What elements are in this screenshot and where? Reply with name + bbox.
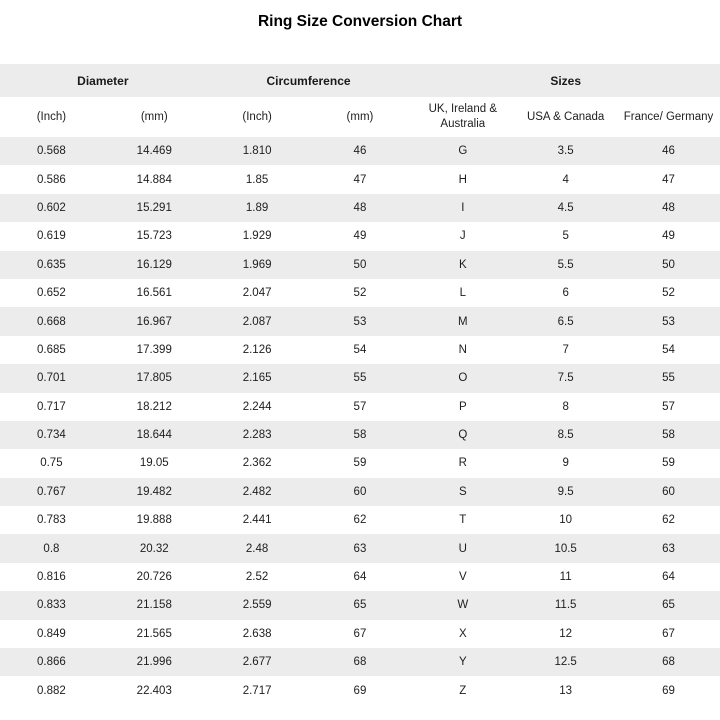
table-cell: T bbox=[459, 514, 467, 527]
table-row bbox=[0, 165, 720, 193]
table-cell: 14.884 bbox=[136, 173, 172, 186]
table-cell: 1.929 bbox=[242, 230, 272, 243]
table-cell: 0.635 bbox=[37, 258, 66, 271]
table-cell: 16.561 bbox=[136, 287, 172, 300]
table-row bbox=[0, 137, 720, 165]
table-cell: 68 bbox=[662, 656, 675, 669]
table-cell: 19.482 bbox=[136, 485, 172, 498]
table-cell: 7.5 bbox=[557, 372, 574, 385]
group-header-diameter: Diameter bbox=[0, 64, 206, 97]
table-row bbox=[0, 478, 720, 506]
table-cell: 49 bbox=[353, 230, 367, 243]
table-cell: 6.5 bbox=[557, 315, 574, 328]
table-cell: 69 bbox=[662, 684, 675, 697]
table-cell: 0.602 bbox=[37, 201, 66, 214]
table-cell: 53 bbox=[662, 315, 675, 328]
table-cell: N bbox=[458, 343, 467, 356]
col-header-france-germany: France/ Germany bbox=[617, 97, 720, 137]
table-cell: 47 bbox=[353, 173, 367, 186]
table-cell: 0.568 bbox=[37, 145, 66, 158]
table-cell: 2.362 bbox=[242, 457, 272, 470]
table-cell: 58 bbox=[353, 429, 367, 442]
table-cell: 0.668 bbox=[37, 315, 66, 328]
col-header-diameter-mm: (mm) bbox=[103, 97, 206, 137]
table-cell: 14.469 bbox=[136, 145, 172, 158]
table-cell: 63 bbox=[353, 542, 367, 555]
table-cell: 1.969 bbox=[242, 258, 272, 271]
table-cell: 64 bbox=[662, 571, 675, 584]
table-cell: 12.5 bbox=[554, 656, 577, 669]
table-cell: K bbox=[458, 258, 467, 271]
table-cell: 0.866 bbox=[37, 656, 66, 669]
table-cell: 2.244 bbox=[242, 400, 272, 413]
table-cell: 2.087 bbox=[242, 315, 272, 328]
table-cell: 60 bbox=[662, 485, 675, 498]
table-cell: 59 bbox=[662, 457, 675, 470]
table-cell: 62 bbox=[353, 514, 367, 527]
table-row bbox=[0, 648, 720, 676]
col-header-uk-ireland-australia: UK, Ireland & Australia bbox=[411, 97, 514, 137]
table-cell: 0.701 bbox=[37, 372, 66, 385]
table-cell: J bbox=[459, 230, 466, 243]
table-cell: 18.644 bbox=[136, 429, 172, 442]
table-row bbox=[0, 364, 720, 392]
table-cell: Q bbox=[458, 429, 468, 442]
table-cell: 68 bbox=[353, 656, 367, 669]
table-cell: 21.158 bbox=[136, 599, 172, 612]
table-cell: X bbox=[458, 627, 467, 640]
table-cell: 0.734 bbox=[37, 429, 66, 442]
table-cell: 8 bbox=[562, 400, 569, 413]
table-cell: 16.967 bbox=[136, 315, 172, 328]
table-cell: 46 bbox=[662, 145, 675, 158]
table-cell: U bbox=[458, 542, 467, 555]
table-row bbox=[0, 563, 720, 591]
group-header-row bbox=[0, 64, 720, 97]
table-cell: 15.723 bbox=[136, 230, 172, 243]
table-cell: 63 bbox=[662, 542, 675, 555]
ring-size-conversion-table bbox=[0, 64, 720, 705]
table-cell: 55 bbox=[662, 372, 675, 385]
table-cell: 1.810 bbox=[242, 145, 272, 158]
table-cell: L bbox=[459, 287, 466, 300]
table-cell: 2.48 bbox=[245, 542, 269, 555]
table-cell: 52 bbox=[662, 287, 675, 300]
table-cell: 11 bbox=[559, 571, 572, 584]
table-cell: 6 bbox=[562, 287, 569, 300]
table-cell: 18.212 bbox=[136, 400, 172, 413]
table-cell: 0.767 bbox=[37, 485, 66, 498]
table-cell: 21.565 bbox=[136, 627, 172, 640]
group-header-sizes: Sizes bbox=[411, 64, 720, 97]
table-cell: 2.717 bbox=[242, 684, 272, 697]
table-cell: R bbox=[458, 457, 467, 470]
table-cell: 50 bbox=[353, 258, 367, 271]
table-cell: M bbox=[458, 315, 468, 328]
table-cell: 7 bbox=[562, 343, 569, 356]
table-row bbox=[0, 449, 720, 477]
table-cell: 2.559 bbox=[242, 599, 272, 612]
table-cell: 1.89 bbox=[245, 201, 269, 214]
table-cell: 0.717 bbox=[37, 400, 66, 413]
table-cell: 15.291 bbox=[136, 201, 172, 214]
table-cell: 2.283 bbox=[242, 429, 272, 442]
table-cell: S bbox=[458, 485, 467, 498]
table-cell: 49 bbox=[662, 230, 675, 243]
table-cell: 9.5 bbox=[557, 485, 574, 498]
table-cell: 9 bbox=[562, 457, 569, 470]
table-cell: 2.52 bbox=[245, 571, 269, 584]
table-cell: 3.5 bbox=[557, 145, 574, 158]
col-header-circumference-mm: (mm) bbox=[309, 97, 412, 137]
table-cell: 0.652 bbox=[37, 287, 66, 300]
table-cell: 19.888 bbox=[136, 514, 172, 527]
table-cell: 0.816 bbox=[37, 571, 66, 584]
table-row bbox=[0, 251, 720, 279]
table-cell: 67 bbox=[662, 627, 675, 640]
table-cell: 54 bbox=[662, 343, 675, 356]
table-cell: 50 bbox=[662, 258, 675, 271]
table-cell: 2.126 bbox=[242, 343, 272, 356]
table-row bbox=[0, 506, 720, 534]
table-cell: 62 bbox=[662, 514, 675, 527]
table-cell: 13 bbox=[559, 684, 573, 697]
table-cell: 47 bbox=[662, 173, 675, 186]
table-cell: 5.5 bbox=[557, 258, 574, 271]
col-header-diameter-inch: (Inch) bbox=[0, 97, 103, 137]
table-cell: 58 bbox=[662, 429, 675, 442]
table-cell: 65 bbox=[353, 599, 367, 612]
table-cell: Y bbox=[458, 656, 467, 669]
table-cell: 54 bbox=[353, 343, 367, 356]
table-cell: H bbox=[458, 173, 467, 186]
table-cell: 0.8 bbox=[43, 542, 60, 555]
table-cell: 21.996 bbox=[136, 656, 172, 669]
table-cell: 52 bbox=[353, 287, 367, 300]
table-cell: 0.833 bbox=[37, 599, 66, 612]
table-cell: 55 bbox=[353, 372, 367, 385]
table-cell: 12 bbox=[559, 627, 573, 640]
table-cell: 0.783 bbox=[37, 514, 66, 527]
table-row bbox=[0, 620, 720, 648]
table-cell: 17.805 bbox=[136, 372, 172, 385]
table-cell: 57 bbox=[353, 400, 367, 413]
table-cell: 48 bbox=[353, 201, 367, 214]
table-cell: 20.726 bbox=[136, 571, 172, 584]
table-cell: 60 bbox=[353, 485, 367, 498]
table-row bbox=[0, 421, 720, 449]
table-cell: 20.32 bbox=[139, 542, 169, 555]
table-cell: 2.638 bbox=[242, 627, 272, 640]
table-cell: 19.05 bbox=[139, 457, 169, 470]
page-title: Ring Size Conversion Chart bbox=[257, 13, 463, 30]
table-cell: 2.165 bbox=[242, 372, 272, 385]
table-cell: O bbox=[458, 372, 468, 385]
table-cell: 0.685 bbox=[37, 343, 66, 356]
table-row bbox=[0, 194, 720, 222]
group-header-circumference: Circumference bbox=[206, 64, 412, 97]
table-cell: 53 bbox=[353, 315, 367, 328]
table-cell: 1.85 bbox=[245, 173, 269, 186]
table-cell: I bbox=[461, 201, 465, 214]
table-row bbox=[0, 336, 720, 364]
table-cell: 5 bbox=[562, 230, 569, 243]
col-header-usa-canada: USA & Canada bbox=[514, 97, 617, 137]
table-cell: 4 bbox=[562, 173, 569, 186]
column-header-row bbox=[0, 97, 720, 137]
table-cell: 22.403 bbox=[136, 684, 172, 697]
table-row bbox=[0, 222, 720, 250]
table-cell: 0.586 bbox=[37, 173, 66, 186]
table-cell: 0.619 bbox=[37, 230, 66, 243]
table-row bbox=[0, 393, 720, 421]
table-cell: 2.441 bbox=[242, 514, 272, 527]
table-row bbox=[0, 591, 720, 619]
table-cell: 48 bbox=[662, 201, 675, 214]
table-cell: 57 bbox=[662, 400, 675, 413]
table-cell: 4.5 bbox=[557, 201, 574, 214]
table-body bbox=[0, 137, 720, 705]
table-cell: 2.677 bbox=[242, 656, 272, 669]
table-cell: 8.5 bbox=[557, 429, 574, 442]
table-cell: 59 bbox=[353, 457, 367, 470]
table-cell: 0.849 bbox=[37, 627, 66, 640]
table-cell: G bbox=[458, 145, 468, 158]
table-row bbox=[0, 307, 720, 335]
table-cell: P bbox=[458, 400, 467, 413]
table-cell: 2.482 bbox=[242, 485, 272, 498]
table-cell: 0.882 bbox=[37, 684, 66, 697]
table-row bbox=[0, 676, 720, 704]
table-cell: 67 bbox=[353, 627, 367, 640]
table-cell: W bbox=[457, 599, 469, 612]
table-cell: 69 bbox=[353, 684, 367, 697]
table-cell: 10 bbox=[559, 514, 573, 527]
table-cell: 0.75 bbox=[40, 457, 63, 470]
table-cell: Z bbox=[459, 684, 467, 697]
table-row bbox=[0, 534, 720, 562]
table-cell: V bbox=[458, 571, 467, 584]
table-cell: 11.5 bbox=[554, 599, 577, 612]
table-cell: 46 bbox=[353, 145, 367, 158]
table-row bbox=[0, 279, 720, 307]
table-cell: 2.047 bbox=[242, 287, 272, 300]
col-header-circumference-inch: (Inch) bbox=[206, 97, 309, 137]
table-cell: 17.399 bbox=[136, 343, 172, 356]
table-cell: 64 bbox=[353, 571, 367, 584]
table-cell: 10.5 bbox=[554, 542, 577, 555]
table-cell: 65 bbox=[662, 599, 675, 612]
table-cell: 16.129 bbox=[136, 258, 172, 271]
